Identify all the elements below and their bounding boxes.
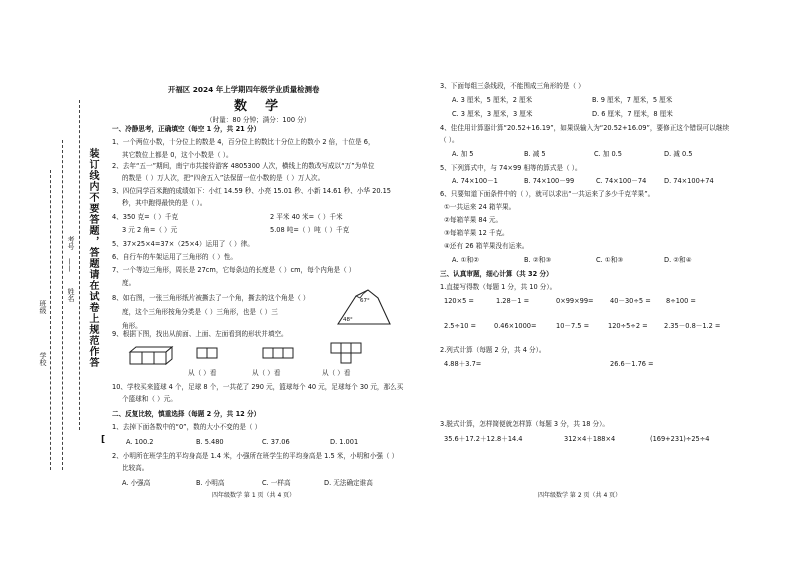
calc-1-heading: 1.直接写得数（每题 1 分，共 10 分）。 bbox=[440, 283, 557, 291]
binding-dashes: —— bbox=[66, 258, 74, 272]
choice-6-option-b: B. ②和③ bbox=[524, 256, 552, 264]
calc-2-item-1: 4.88＋3.7= bbox=[444, 360, 482, 368]
calc-3-item-1: 35.6＋17.2＋12.8＋14.4 bbox=[444, 435, 523, 443]
calc-3-heading: 3.脱式计算，怎样简便就怎样算（每题 3 分，共 18 分）。 bbox=[440, 420, 610, 428]
q8-line3: 角形。 bbox=[122, 322, 142, 330]
q4-b1: 3 元 2 角=（ ）元 bbox=[122, 226, 178, 234]
section-3-heading: 三、认真审题，细心计算（共 32 分） bbox=[440, 270, 553, 278]
q7-line1: 7、一个等边三角形，周长是 27cm，它每条边的长度是（ ）cm，每个内角是（ ） bbox=[112, 266, 356, 274]
view-label-2: 从（ ）看 bbox=[252, 369, 281, 377]
q4-a1: 4、350 克=（ ）千克 bbox=[112, 213, 179, 221]
binding-dash-line-1 bbox=[50, 170, 51, 470]
calc-1-item-3: 0×99×99= bbox=[556, 297, 594, 305]
q1-line2: 其它数位上都是 0，这个小数是（ ）。 bbox=[122, 151, 233, 159]
choice-2-option-c: C. 一样高 bbox=[262, 479, 291, 487]
exam-title: 开福区 2024 年上学期四年级学业质量检测卷 bbox=[168, 85, 320, 94]
choice-2-line2: 比较高。 bbox=[122, 464, 149, 472]
q7-line2: 度。 bbox=[122, 279, 136, 287]
q3-line2: 秒，其中跑得最快的是（ ）。 bbox=[122, 199, 207, 207]
q4-b2: 5.08 吨=（ ）吨（ ）千克 bbox=[270, 226, 350, 234]
choice-4-line2: （ ）。 bbox=[440, 136, 459, 144]
choice-4-line1: 4、佳佳用计算器计算“20.52+16.19”，如果误输入为“20.52+16.09”，要修正这个错误可以继续 bbox=[440, 124, 730, 132]
subject-title: 数 学 bbox=[234, 99, 279, 114]
q1-line1: 1、一个两位小数，十分位上的数是 4，百分位上的数比十分位上的数小 2 倍，十位是 6， bbox=[112, 138, 375, 146]
choice-4-option-c: C. 加 0.5 bbox=[594, 150, 622, 158]
calc-1-item-2: 1.28－1 = bbox=[496, 297, 530, 305]
q8-line1: 8、如右图，一张三角形纸片被撕去了一个角，撕去的这个角是（ ） bbox=[112, 294, 310, 302]
binding-dash-line-3 bbox=[79, 100, 80, 430]
view-label-1: 从（ ）看 bbox=[188, 369, 217, 377]
choice-6-option-d: D. ②和④ bbox=[664, 256, 692, 264]
calc-3-item-2: 312×4＋188×4 bbox=[564, 435, 616, 443]
choice-2-option-a: A. 小强高 bbox=[122, 479, 151, 487]
choice-3-option-d: D. 6 厘米，7 厘米，8 厘米 bbox=[592, 110, 673, 118]
angle-label-67: 67° bbox=[360, 298, 370, 304]
calc-1-item-4: 40－30÷5 = bbox=[610, 297, 651, 305]
q2-line2: 的数是（ ）万人次，把“四舍五入”法保留一位小数的是（ ）万人次。 bbox=[122, 174, 325, 182]
calc-3-item-3: (169+231)÷25÷4 bbox=[650, 435, 710, 443]
q9: 9、根据下图，找出从前面、上面、左面看到的形状并填空。 bbox=[112, 330, 288, 338]
binding-school-label: 学校 bbox=[39, 352, 47, 366]
q10-line1: 10、学校买来篮球 4 个，足球 8 个，一共花了 290 元，篮球每个 40 元，足球每个 30 元，那么买 bbox=[112, 383, 404, 391]
choice-6-option-c: C. ①和③ bbox=[596, 256, 624, 264]
q6: 6、自行车的车架运用了三角形的（ ）性。 bbox=[112, 253, 237, 261]
choice-6-option-a: A. ①和② bbox=[452, 256, 480, 264]
choice-2-option-b: B. 小明高 bbox=[196, 479, 225, 487]
choice-5-option-c: C. 74×100－74 bbox=[596, 177, 647, 185]
q8-line2: 度，这个三角形按角分类是（ ）三角形，也是（ ）三 bbox=[122, 308, 278, 316]
view-shape-1 bbox=[196, 347, 218, 359]
choice-2-option-d: D. 无法确定谁高 bbox=[324, 479, 373, 487]
choice-5-option-a: A. 74×100－1 bbox=[452, 177, 498, 185]
binding-exam-no-label: 考号 bbox=[67, 236, 75, 250]
choice-2-line1: 2、小明所在班学生的平均身高是 1.4 米，小强所在班学生的平均身高是 1.5 米，小明和小强（ ） bbox=[112, 452, 399, 460]
choice-3-option-b: B. 9 厘米，7 厘米，5 厘米 bbox=[592, 96, 673, 104]
calc-1-item-8: 10－7.5 = bbox=[556, 322, 590, 330]
choice-1-option-b: B. 5.480 bbox=[196, 438, 224, 446]
choice-4-option-d: D. 减 0.5 bbox=[664, 150, 693, 158]
view-shape-2 bbox=[262, 347, 294, 359]
choice-3: 3、下面每组三条线段，不能围成三角形的是（ ） bbox=[440, 82, 585, 90]
choice-6-cond-3: ③每箱苹果 12 千克。 bbox=[444, 229, 509, 237]
choice-6: 6、只要知道下面条件中的（ ），就可以求出“一共运来了多少千克苹果”。 bbox=[440, 190, 655, 198]
page-footer-1: 四年级数学 第 1 页（共 4 页） bbox=[212, 492, 296, 499]
calc-2-item-2: 26.6－1.76 = bbox=[610, 360, 654, 368]
choice-1-option-c: C. 37.06 bbox=[262, 438, 290, 446]
choice-6-cond-4: ④还有 26 箱苹果没有运来。 bbox=[444, 242, 529, 250]
binding-warning: 装订线内不要答题，答题请在试卷上规范作答 bbox=[87, 148, 98, 368]
binding-bracket: [ bbox=[101, 435, 106, 445]
section-1-heading: 一、冷静思考，正确填空（每空 1 分，共 21 分） bbox=[112, 125, 261, 133]
choice-3-option-c: C. 3 厘米，3 厘米，3 厘米 bbox=[452, 110, 533, 118]
view-label-3: 从（ ）看 bbox=[322, 369, 351, 377]
calc-1-item-9: 120÷5÷2 = bbox=[608, 322, 648, 330]
choice-5: 5、下列算式中，与 74×99 相等的算式是（ ）。 bbox=[440, 164, 582, 172]
exam-meta: （时量：80 分钟；满分：100 分） bbox=[206, 116, 311, 124]
binding-class-label: 班级 bbox=[39, 300, 47, 314]
calc-2-heading: 2.列式计算（每题 2 分，共 4 分）。 bbox=[440, 346, 546, 354]
calc-1-item-6: 2.5÷10 = bbox=[444, 322, 477, 330]
choice-6-cond-1: ①一共运来 24 箱苹果。 bbox=[444, 203, 516, 211]
binding-name-label-2: 姓名 bbox=[67, 288, 75, 302]
choice-5-option-d: D. 74×100+74 bbox=[664, 177, 714, 185]
choice-4-option-a: A. 加 5 bbox=[452, 150, 474, 158]
angle-label-48: 48° bbox=[343, 317, 353, 323]
q5: 5、37×25×4=37×（25×4）运用了（ ）律。 bbox=[112, 240, 254, 248]
section-2-heading: 二、反复比较，慎重选择（每题 2 分，共 12 分） bbox=[112, 410, 261, 418]
page-footer-2: 四年级数学 第 2 页（共 4 页） bbox=[538, 492, 622, 499]
choice-6-cond-2: ②每箱苹果 84 元。 bbox=[444, 216, 503, 224]
view-shape-3 bbox=[330, 342, 362, 364]
calc-1-item-5: 8÷100 = bbox=[666, 297, 696, 305]
choice-3-option-a: A. 3 厘米，5 厘米，2 厘米 bbox=[452, 96, 533, 104]
q2-line1: 2、去年“五一”期间，南宁市共接待游客 4805300 人次，横线上的数改写成以“万”为单位 bbox=[112, 162, 375, 170]
q3-line1: 3、四位同学百米跑的成绩如下：小红 14.59 秒、小亮 15.01 秒、小新 14.61 秒、小华 20.15 bbox=[112, 187, 391, 195]
choice-5-option-b: B. 74×100－99 bbox=[524, 177, 575, 185]
calc-1-item-7: 0.46×1000= bbox=[494, 322, 537, 330]
calc-1-item-1: 120×5 = bbox=[444, 297, 474, 305]
calc-1-item-10: 2.35－0.8－1.2 = bbox=[664, 322, 721, 330]
choice-1: 1、去掉下面各数中的“0”，数的大小不变的是（ ） bbox=[112, 423, 262, 431]
choice-4-option-b: B. 减 5 bbox=[524, 150, 546, 158]
binding-dash-line-2 bbox=[62, 140, 63, 470]
q4-a2: 2 平米 40 米=（ ）千米 bbox=[270, 213, 343, 221]
choice-1-option-a: A. 100.2 bbox=[126, 438, 154, 446]
q10-line2: 个篮球和（ ）元。 bbox=[122, 395, 177, 403]
choice-1-option-d: D. 1.001 bbox=[330, 438, 359, 446]
cube-stack-figure bbox=[128, 346, 174, 366]
